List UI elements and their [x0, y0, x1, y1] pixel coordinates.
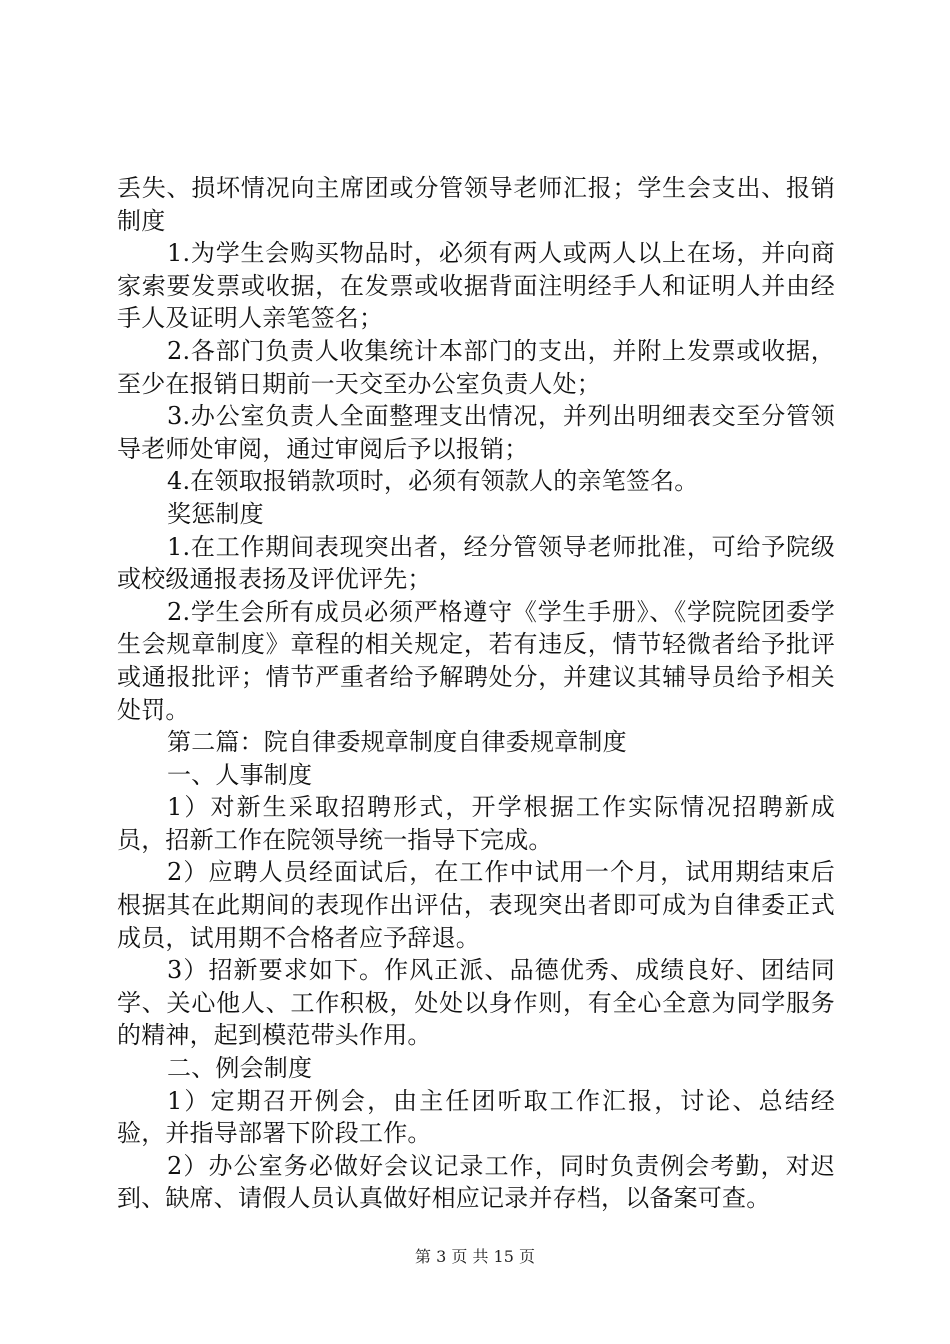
paragraph: 2）办公室务必做好会议记录工作，同时负责例会考勤，对迟到、缺席、请假人员认真做好相应记录并存档，以备案可查。 [117, 1151, 835, 1213]
paragraph: 1.为学生会购买物品时，必须有两人或两人以上在场，并向商家索要发票或收据，在发票或收据背面注明经手人和证明人并由经手人及证明人亲笔签名； [117, 239, 835, 333]
paragraph: 2.各部门负责人收集统计本部门的支出，并附上发票或收据，至少在报销日期前一天交至办公室负责人处； [117, 336, 835, 398]
section-heading: 二、例会制度 [167, 1054, 313, 1083]
paragraph: 4.在领取报销款项时，必须有领款人的亲笔签名。 [167, 467, 699, 496]
document-body [117, 172, 835, 1215]
paragraph: 2.学生会所有成员必须严格遵守《学生手册》、《学院院团委学生会规章制度》章程的相关规定，若有违反，情节轻微者给予批评或通报批评；情节严重者给予解聘处分，并建议其辅导员给予相关处罚。 [117, 597, 835, 724]
page-number-footer: 第 3 页 共 15 页 [415, 1247, 535, 1266]
paragraph: 1）对新生采取招聘形式，开学根据工作实际情况招聘新成员，招新工作在院领导统一指导下完成。 [117, 793, 835, 854]
paragraph: 1）定期召开例会，由主任团听取工作汇报，讨论、总结经验，并指导部署下阶段工作。 [117, 1086, 835, 1148]
paragraph: 2）应聘人员经面试后，在工作中试用一个月，试用期结束后根据其在此期间的表现作出评估，表现突出者即可成为自律委正式成员，试用期不合格者应予辞退。 [117, 858, 835, 952]
paragraph: 丢失、损坏情况向主席团或分管领导老师汇报；学生会支出、报销制度 [117, 174, 835, 235]
paragraph: 3）招新要求如下。作风正派、品德优秀、成绩良好、团结同学、关心他人、工作积极，处处以身作则，有全心全意为同学服务的精神，起到模范带头作用。 [117, 956, 835, 1050]
paragraph: 3.办公室负责人全面整理支出情况，并列出明细表交至分管领导老师处审阅，通过审阅后予以报销； [117, 402, 835, 463]
section-heading: 奖惩制度 [167, 499, 264, 528]
section-heading: 一、人事制度 [167, 760, 313, 789]
section-heading: 第二篇：院自律委规章制度自律委规章制度 [167, 728, 627, 757]
paragraph: 1.在工作期间表现突出者，经分管领导老师批准，可给予院级或校级通报表扬及评优评先； [117, 532, 835, 594]
